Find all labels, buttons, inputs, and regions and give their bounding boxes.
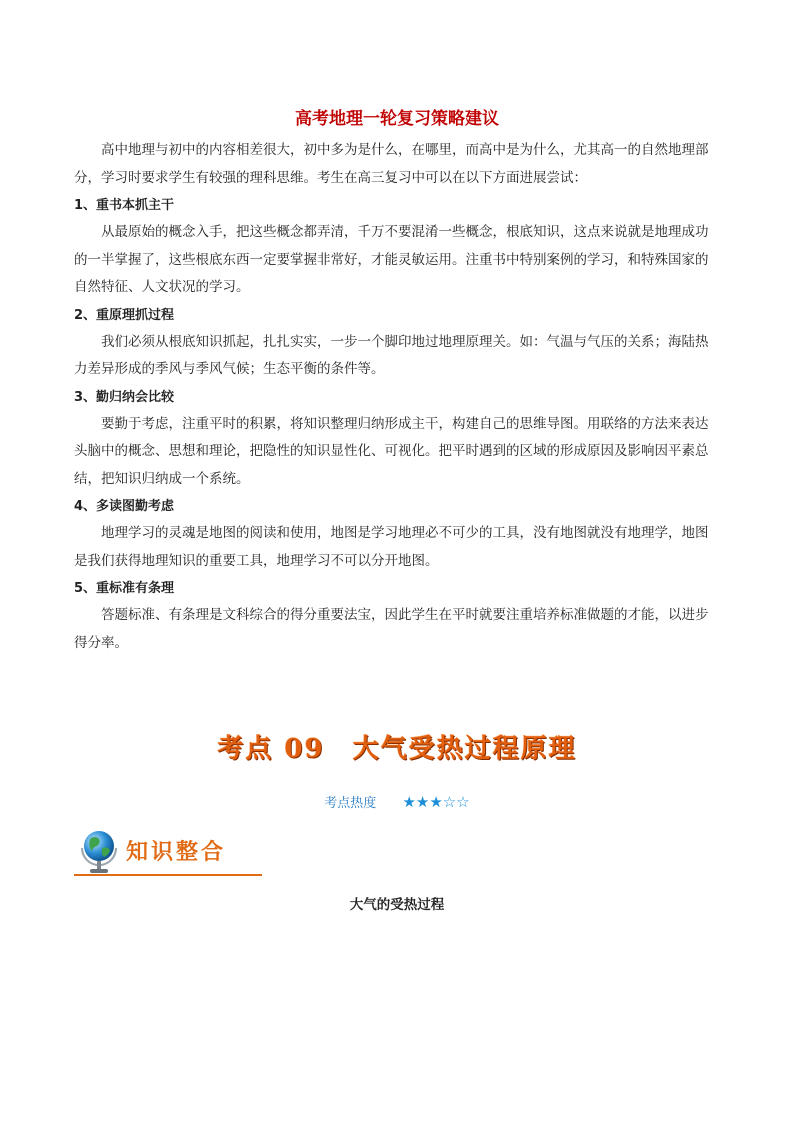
- document-title: 高考地理一轮复习策略建议: [295, 109, 499, 129]
- heat-label: 考点热度: [324, 796, 377, 811]
- section-heading-2: 2、重原理抓过程: [74, 307, 175, 323]
- section-heading-1: 1、重书本抓主干: [74, 198, 175, 213]
- kaodian-heat: [0, 792, 794, 811]
- intro-paragraph: 高中地理与初中的内容相差很大，初中多为是什么，在哪里，而高中是为什么，尤其高一的自然地理部分，学习时要求学生有较强的理科思维。考生在高三复习中可以在以下方面进展尝试：: [74, 142, 709, 186]
- section-body-1: 从最原始的概念入手，把这些概念都弄清，千万不要混淆一些概念，根底知识，这点来说就是地理成功的一半掌握了，这些根底东西一定要掌握非常好，才能灵敏运用。注重书中特别案例的学习，和特殊国家的自然特征、人文状况的学习。: [74, 224, 709, 295]
- section-body-2: 我们必须从根底知识抓起，扎扎实实，一步一个脚印地过地理原理关。如：气温与气压的关系；海陆热力差异形成的季风与季风气候；生态平衡的条件等。: [74, 333, 709, 377]
- section-body-4: 地理学习的灵魂是地图的阅读和使用，地图是学习地理必不可少的工具，没有地图就没有地理学，地图是我们获得地理知识的重要工具，地理学习不可以分开地图。: [74, 525, 709, 569]
- intro-block: [74, 137, 720, 657]
- banner-underline: [74, 874, 262, 876]
- section-heading-4: 4、多读图勤考虑: [74, 499, 175, 514]
- kaodian-title: 考点 09 大气受热过程原理: [217, 734, 577, 764]
- section-heading-5: 5、重标准有条理: [74, 581, 175, 596]
- globe-icon: [76, 826, 122, 876]
- section-body-3: 要勤于考虑，注重平时的积累，将知识整理归纳形成主干，构建自己的思维导图。用联络的方法来表达头脑中的概念、思想和理论，把隐性的知识显性化、可视化。把平时遇到的区域的形成原因及影响因平素总结，把知识归纳成一个系统。: [74, 415, 709, 487]
- section-heading-3: 3、勤归纳会比较: [74, 389, 175, 405]
- banner-label: 知识整合: [126, 839, 227, 865]
- knowledge-banner: [74, 826, 262, 878]
- subsection-title: 大气的受热过程: [349, 897, 445, 913]
- section-body-5: 答题标准、有条理是文科综合的得分重要法宝，因此学生在平时就要注重培养标准做题的才能，以进步得分率。: [74, 607, 709, 651]
- heat-stars: ★★★☆☆: [402, 793, 470, 811]
